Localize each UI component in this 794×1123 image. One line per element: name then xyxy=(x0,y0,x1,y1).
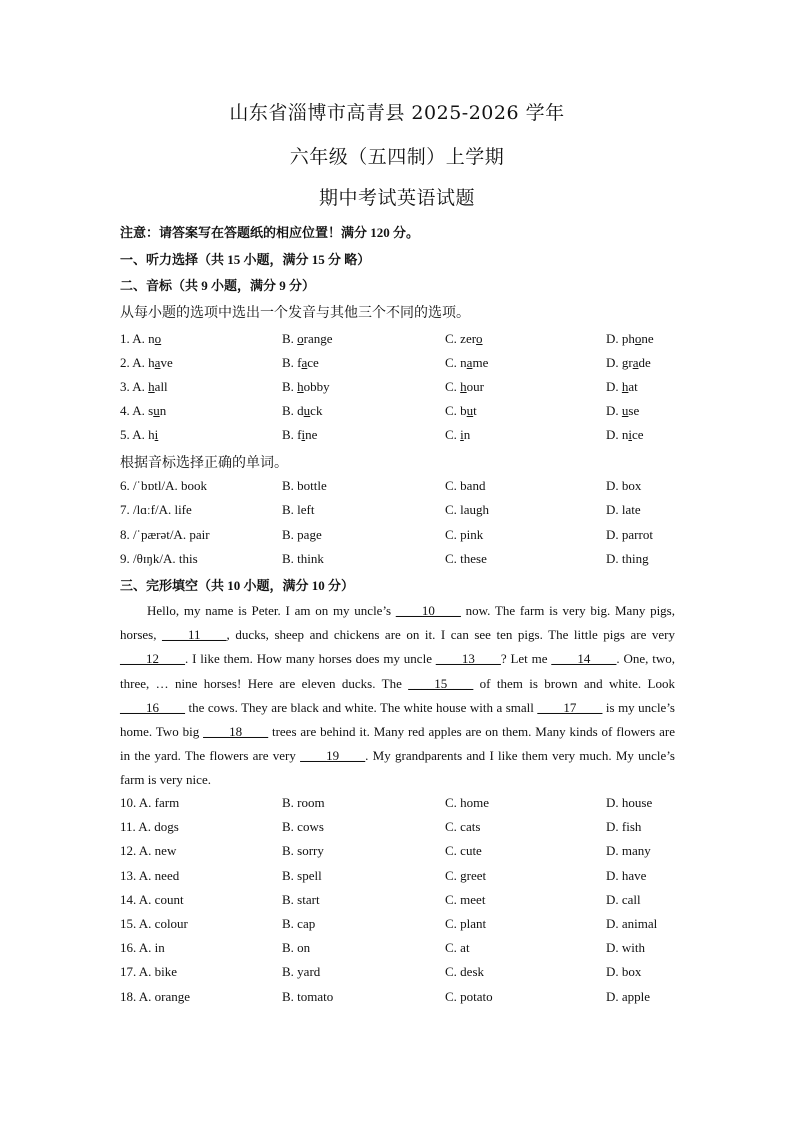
option-d: D. grade xyxy=(606,355,651,370)
option-d: D. with xyxy=(606,940,645,956)
cloze-question-row xyxy=(120,795,680,815)
option-b: B. spell xyxy=(282,867,322,883)
option-c: C. cats xyxy=(445,819,481,835)
option-c: C. meet xyxy=(445,891,486,907)
option-b: B. duck xyxy=(282,403,323,418)
underlined-letter: i xyxy=(154,427,159,442)
symbol-question-row xyxy=(120,551,680,571)
option-b: B. left xyxy=(282,502,315,518)
option-a: 4. A. sun xyxy=(120,403,167,418)
underlined-letter: u xyxy=(621,403,629,418)
option-d: D. house xyxy=(606,795,653,810)
underlined-letter: a xyxy=(632,355,639,370)
option-b: B. cap xyxy=(282,916,316,931)
option-d: D. apple xyxy=(606,988,651,1004)
underlined-letter: h xyxy=(621,379,629,394)
option-c: C. potato xyxy=(445,988,493,1004)
section-phonetics-heading: 二、音标（共 9 小题，满分 9 分） xyxy=(120,278,316,293)
cloze-blank: ____19____ xyxy=(300,748,366,764)
option-c: C. pink xyxy=(445,526,484,542)
underlined-letter: a xyxy=(154,355,161,370)
cloze-passage: Hello, my name is Peter. I am on my uncle’s ____10____ now. The farm is very big. Many pigs, horses, ____11____, ducks, sheep and chickens are on it. I can see ten pigs. The little pigs are very ____12____. I like them. How many horses does my uncle ____13____? Let me ____14____. One, two, three, … nine horses! Here are eleven ducks. The ____15____ of them is brown and white. Look ____16____ the cows. They are black and white. The white house with a small ____17____ is my uncle’s home. Two big ____18____ trees are behind it. Many red apples are on them. Many kinds of flowers are in the yard. The flowers are very ____19____. My grandparents and I like them very much. My uncle’s farm is very nice. xyxy=(120,603,675,788)
option-a: 6. /ˈbɒtl/A. book xyxy=(120,478,207,493)
cloze-blank: ____11____ xyxy=(162,627,227,643)
option-a: 3. A. hall xyxy=(120,379,168,394)
option-d: D. phone xyxy=(606,331,654,346)
option-c: C. hour xyxy=(445,379,485,394)
option-b: B. room xyxy=(282,795,325,810)
option-b: B. orange xyxy=(282,331,333,346)
cloze-question-row xyxy=(120,868,680,888)
phonics-question-row xyxy=(120,331,680,351)
cloze-question-row xyxy=(120,916,680,936)
option-c: C. greet xyxy=(445,867,487,883)
option-d: D. thing xyxy=(606,550,649,566)
option-b: B. page xyxy=(282,526,322,542)
cloze-blank: ____17____ xyxy=(537,699,603,715)
phonics-question-row xyxy=(120,355,680,375)
option-a: 11. A. dogs xyxy=(120,819,179,835)
underlined-letter: o xyxy=(297,331,304,346)
exam-note: 注意：请答案写在答题纸的相应位置！满分 120 分。 xyxy=(120,225,420,240)
option-a: 16. A. in xyxy=(120,940,165,956)
option-a: 12. A. new xyxy=(120,843,177,859)
option-c: C. desk xyxy=(445,964,484,980)
title-line-3: 期中考试英语试题 xyxy=(318,187,475,209)
option-b: B. bottle xyxy=(282,478,327,493)
underlined-letter: u xyxy=(153,403,160,418)
underlined-letter: i xyxy=(628,427,633,442)
underlined-letter: h xyxy=(460,379,467,394)
cloze-question-row xyxy=(120,892,680,912)
phonics-question-row xyxy=(120,427,680,447)
section-cloze-heading: 三、完形填空（共 10 小题，满分 10 分） xyxy=(120,578,355,593)
option-b: B. start xyxy=(282,891,320,907)
cloze-blank: ____14____ xyxy=(551,651,617,667)
cloze-question-row xyxy=(120,964,680,984)
option-a: 5. A. hi xyxy=(120,427,159,442)
option-d: D. hat xyxy=(606,379,638,394)
option-d: D. box xyxy=(606,964,642,980)
option-b: B. sorry xyxy=(282,843,324,859)
option-d: D. fish xyxy=(606,819,642,835)
underlined-letter: i xyxy=(460,427,464,442)
cloze-blank: ____16____ xyxy=(120,699,185,715)
option-b: B. on xyxy=(282,940,311,956)
cloze-blank: ____13____ xyxy=(435,651,501,667)
cloze-blank: ____15____ xyxy=(408,675,474,691)
option-c: C. zero xyxy=(445,331,483,346)
symbol-instruction: 根据音标选择正确的单词。 xyxy=(120,456,288,471)
option-b: B. cows xyxy=(282,819,324,835)
option-d: D. have xyxy=(606,867,647,883)
option-d: D. late xyxy=(606,502,641,518)
option-d: D. call xyxy=(606,891,641,907)
underlined-letter: i xyxy=(301,427,306,442)
option-b: B. fine xyxy=(282,427,318,442)
cloze-question-row xyxy=(120,989,680,1009)
underlined-letter: u xyxy=(466,403,474,418)
underlined-letter: h xyxy=(148,379,155,394)
option-c: C. plant xyxy=(445,916,487,931)
title-line-2: 六年级（五四制）上学期 xyxy=(289,146,505,168)
underlined-letter: o xyxy=(634,331,642,346)
title-line-1: 山东省淄博市高青县 2025-2026 学年 xyxy=(229,102,565,124)
phonics-question-row xyxy=(120,379,680,399)
symbol-question-row xyxy=(120,478,680,498)
option-a: 1. A. no xyxy=(120,331,162,346)
underlined-letter: o xyxy=(154,331,162,346)
symbol-question-row xyxy=(120,502,680,522)
option-d: D. many xyxy=(606,843,651,859)
option-c: C. these xyxy=(445,550,487,566)
cloze-question-row xyxy=(120,843,680,863)
option-b: B. tomato xyxy=(282,988,334,1004)
underlined-letter: a xyxy=(301,355,308,370)
option-a: 13. A. need xyxy=(120,867,180,883)
option-c: C. name xyxy=(445,355,489,370)
option-c: C. at xyxy=(445,940,470,956)
option-a: 9. /θɪŋk/A. this xyxy=(120,550,198,566)
phonics-instruction: 从每小题的选项中选出一个发音与其他三个不同的选项。 xyxy=(120,306,470,321)
option-b: B. face xyxy=(282,355,319,370)
option-c: C. cute xyxy=(445,843,482,859)
option-b: B. yard xyxy=(282,964,321,980)
underlined-letter: o xyxy=(476,331,483,346)
option-b: B. hobby xyxy=(282,379,330,394)
option-a: 10. A. farm xyxy=(120,795,180,810)
option-a: 8. /ˈpærət/A. pair xyxy=(120,526,210,542)
cloze-blank: ____12____ xyxy=(120,651,185,667)
option-c: C. band xyxy=(445,478,486,493)
option-c: C. home xyxy=(445,795,490,810)
cloze-blank: ____18____ xyxy=(203,724,269,740)
option-c: C. but xyxy=(445,403,477,418)
symbol-question-row xyxy=(120,527,680,547)
option-a: 7. /lɑːf/A. life xyxy=(120,502,192,518)
cloze-blank: ____10____ xyxy=(395,603,461,618)
option-d: D. parrot xyxy=(606,526,653,542)
option-a: 17. A. bike xyxy=(120,964,178,980)
option-d: D. use xyxy=(606,403,640,418)
option-d: D. nice xyxy=(606,427,644,442)
option-c: C. laugh xyxy=(445,502,490,518)
option-a: 18. A. orange xyxy=(120,988,191,1004)
underlined-letter: h xyxy=(297,379,304,394)
option-a: 14. A. count xyxy=(120,891,184,907)
cloze-question-row xyxy=(120,940,680,960)
option-d: D. box xyxy=(606,478,642,493)
option-a: 2. A. have xyxy=(120,355,173,370)
option-c: C. in xyxy=(445,427,471,442)
section-listening-heading: 一、听力选择（共 15 小题，满分 15 分 略） xyxy=(120,252,371,267)
cloze-question-row xyxy=(120,819,680,839)
phonics-question-row xyxy=(120,403,680,423)
option-b: B. think xyxy=(282,550,324,566)
option-d: D. animal xyxy=(606,916,658,931)
option-a: 15. A. colour xyxy=(120,916,188,931)
underlined-letter: a xyxy=(466,355,473,370)
underlined-letter: u xyxy=(303,403,311,418)
